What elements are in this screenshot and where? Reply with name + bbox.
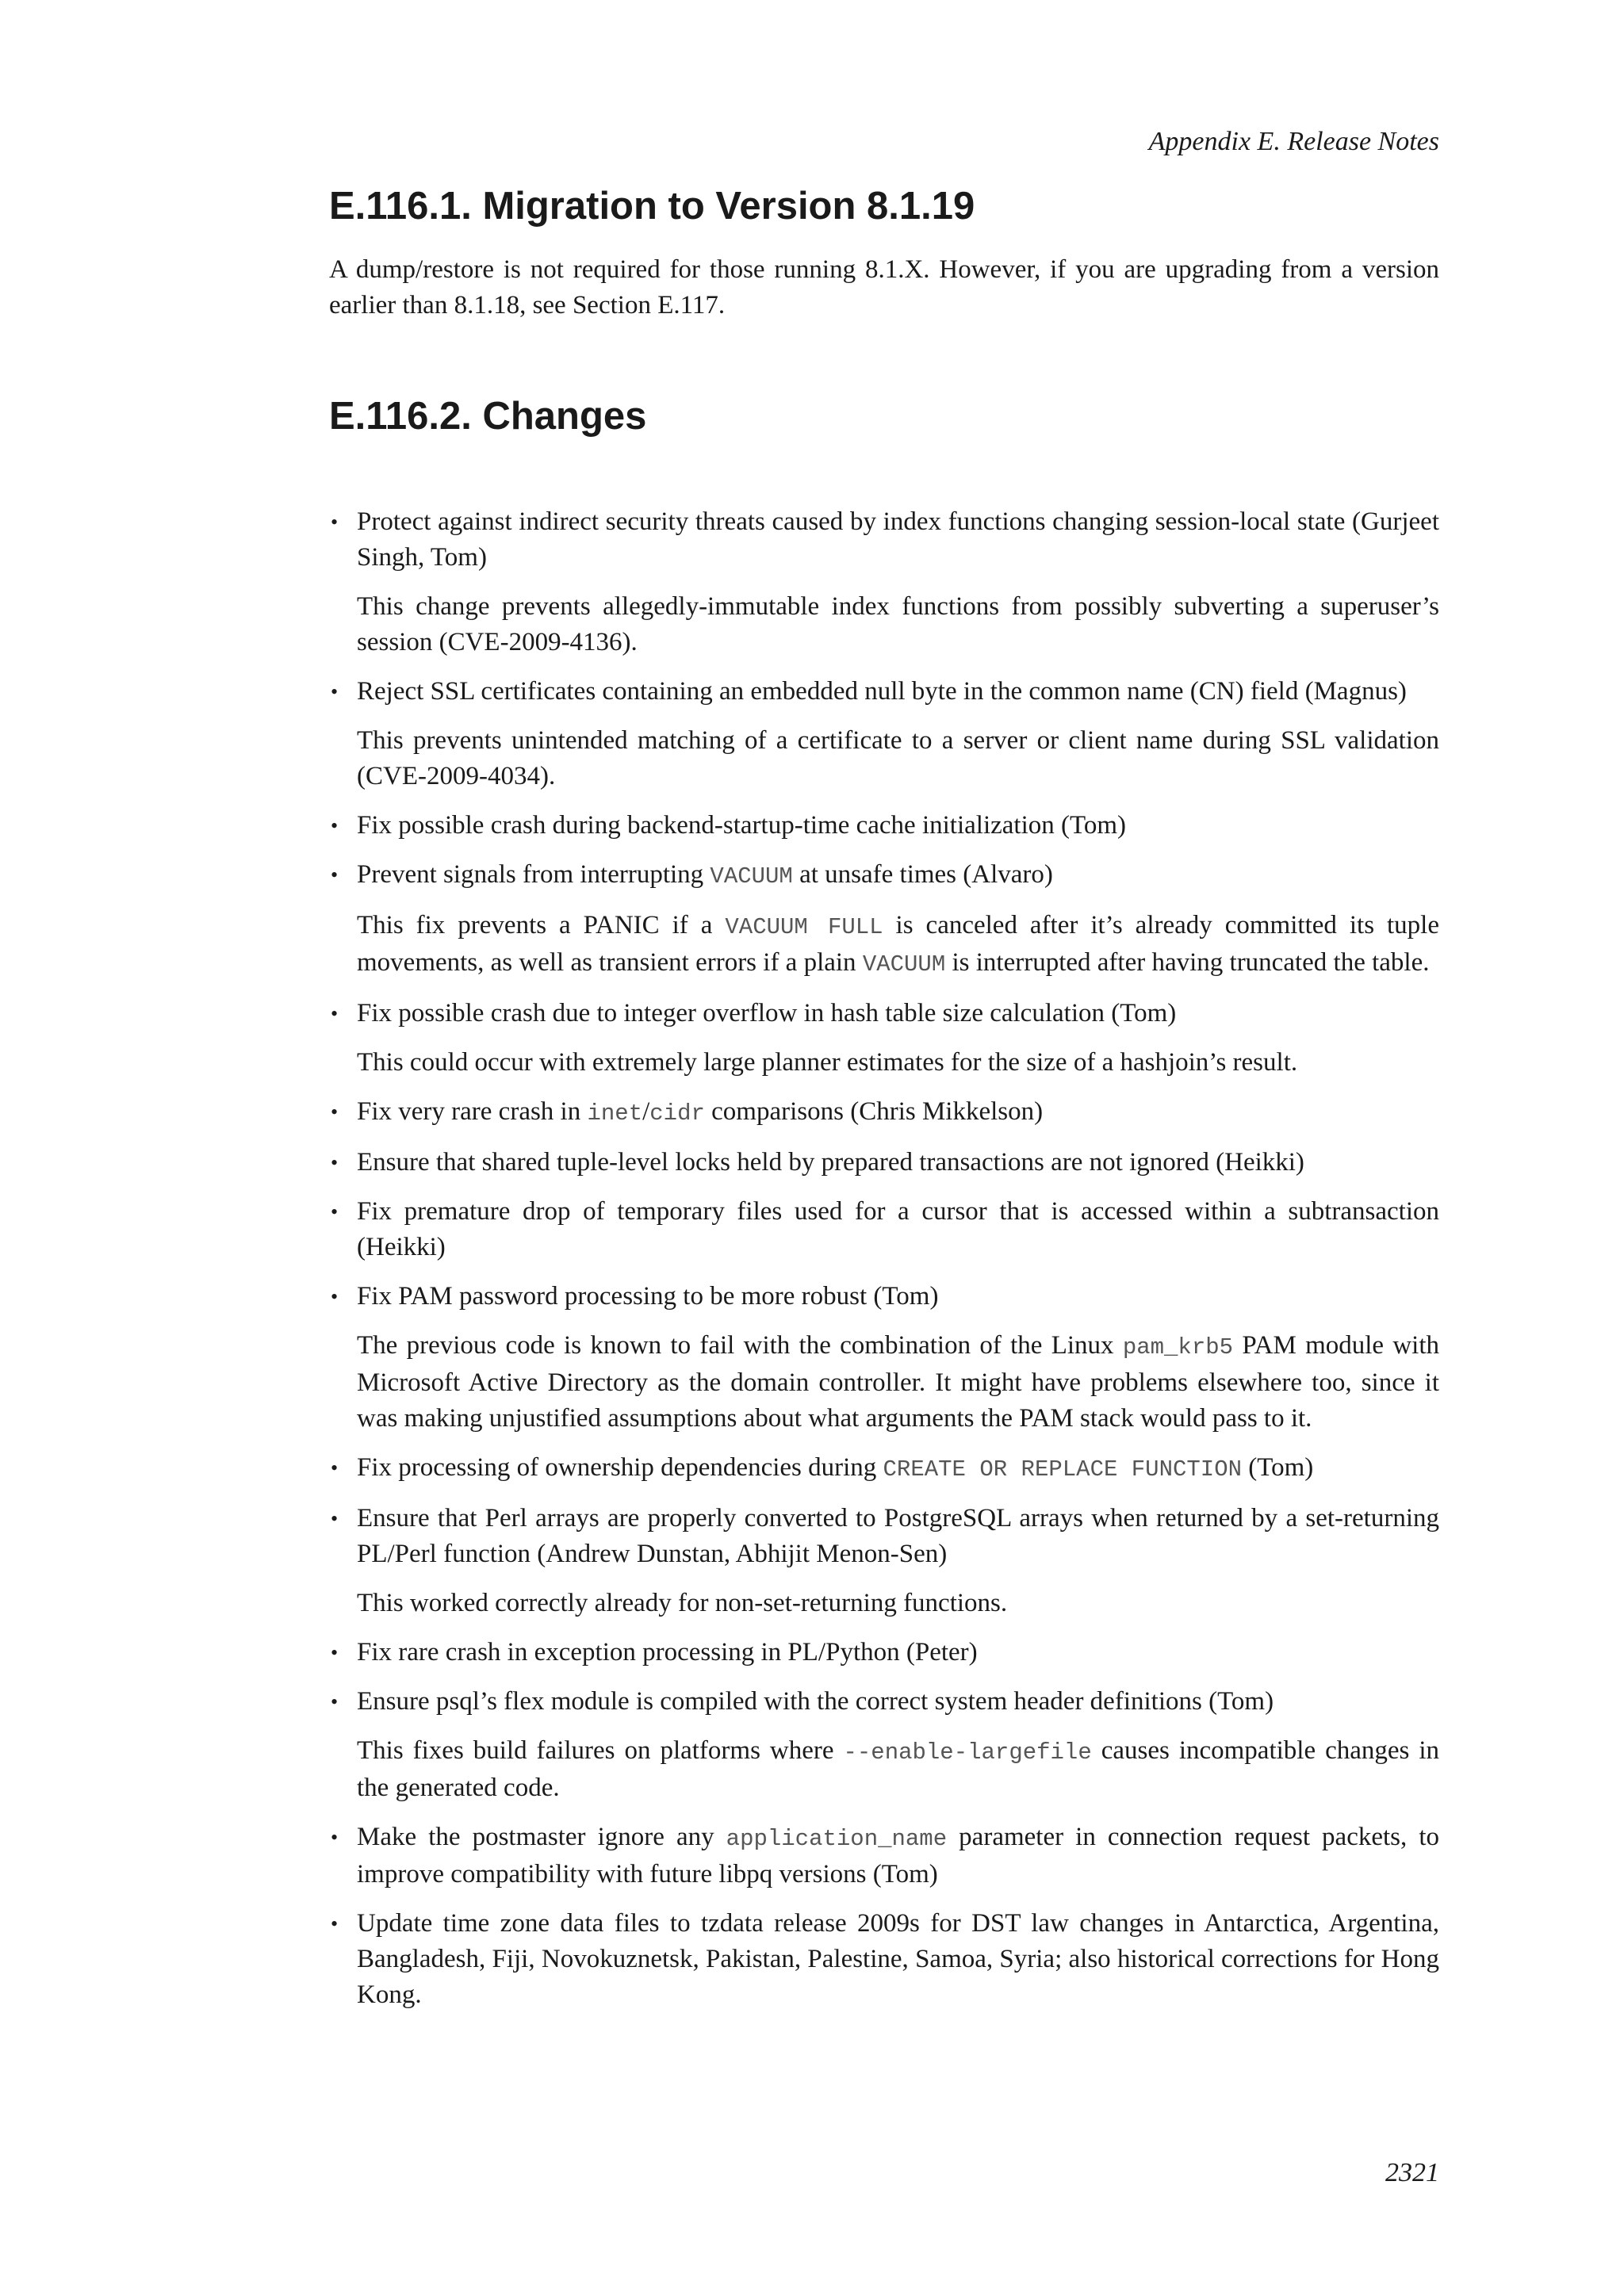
item-summary: • Ensure psql’s flex module is compiled with the correct system header definitions (Tom) [357, 1687, 1274, 1716]
code-literal: application_name [726, 1826, 948, 1852]
list-item [329, 1094, 1439, 1131]
code-literal: pam_krb5 [1122, 1334, 1234, 1360]
item-summary: • Fix possible crash due to integer overflow in hash table size calculation (Tom) [357, 999, 1177, 1027]
item-summary: • Protect against indirect security threats caused by index functions changing session-local state (Gurjeet Singh, Tom) [357, 507, 1439, 572]
changes-list [329, 504, 1439, 2026]
item-summary: • Fix very rare crash in inet/cidr comparisons (Chris Mikkelson) [357, 1097, 1044, 1127]
item-summary: • Update time zone data files to tzdata release 2009s for DST law changes in Antarctica, Argentina, Bangladesh, Fiji, Novokuznetsk, Pakistan, Palestine, Samoa, Syria; also historical corrections for Hong Kong. [357, 1909, 1439, 2009]
list-item [329, 1279, 1439, 1437]
item-detail: This could occur with extremely large planner estimates for the size of a hashjoin’s result. [357, 1048, 1298, 1077]
item-detail: This fix prevents a PANIC if a VACUUM FULL is canceled after it’s already committed its tuple movements, as well as transient errors if a plain VACUUM is interrupted after having truncated the table. [357, 911, 1439, 978]
code-literal: --enable-largefile [843, 1739, 1092, 1766]
list-item [329, 857, 1439, 982]
list-item [329, 1635, 1439, 1670]
list-item [329, 1820, 1439, 1892]
running-header: Appendix E. Release Notes [1148, 127, 1439, 156]
item-summary: • Reject SSL certificates containing an embedded null byte in the common name (CN) field (Magnus) [357, 677, 1407, 706]
list-item [329, 1145, 1439, 1181]
item-detail: This worked correctly already for non-set-returning functions. [357, 1589, 1008, 1617]
list-item [329, 1684, 1439, 1806]
migration-paragraph: A dump/restore is not required for those running 8.1.X. However, if you are upgrading from a version earlier than 8.1.18, see Section E.117. [329, 255, 1439, 320]
code-literal: VACUUM [862, 951, 946, 978]
code-literal: VACUUM FULL [725, 914, 883, 940]
code-literal: CREATE OR REPLACE FUNCTION [883, 1456, 1243, 1483]
code-literal: inet [587, 1100, 643, 1127]
item-summary: • Fix PAM password processing to be more robust (Tom) [357, 1282, 939, 1311]
item-detail: The previous code is known to fail with the combination of the Linux pam_krb5 PAM module with Microsoft Active Directory as the domain controller. It might have problems elsewhere too, since it was making unjustified assumptions about what arguments the PAM stack would pass to it. [357, 1331, 1440, 1433]
list-item [329, 674, 1439, 794]
item-summary: • Fix processing of ownership dependencies during CREATE OR REPLACE FUNCTION (Tom) [357, 1453, 1314, 1483]
list-item [329, 1194, 1439, 1265]
item-summary: • Make the postmaster ignore any application_name parameter in connection request packets, to improve compatibility with future libpq versions (Tom) [357, 1823, 1439, 1888]
item-detail: This prevents unintended matching of a certificate to a server or client name during SSL validation (CVE-2009-4034). [357, 726, 1439, 790]
item-summary: • Fix premature drop of temporary files used for a cursor that is accessed within a subtransaction (Heikki) [357, 1197, 1439, 1261]
code-literal: cidr [649, 1100, 705, 1127]
page-number: 2321 [1385, 2158, 1439, 2187]
item-detail: This fixes build failures on platforms where --enable-largefile causes incompatible changes in the generated code. [357, 1736, 1439, 1802]
code-literal: VACUUM [710, 863, 793, 890]
list-item [329, 1906, 1439, 2013]
section-heading-changes: E.116.2. Changes [329, 395, 647, 438]
list-item [329, 1450, 1439, 1487]
item-summary: • Prevent signals from interrupting VACUUM at unsafe times (Alvaro) [357, 860, 1053, 890]
item-summary: • Ensure that shared tuple-level locks held by prepared transactions are not ignored (Heikki) [357, 1148, 1304, 1177]
list-item [329, 996, 1439, 1081]
item-summary: • Ensure that Perl arrays are properly converted to PostgreSQL arrays when returned by a set-returning PL/Perl function (Andrew Dunstan, Abhijit Menon-Sen) [357, 1504, 1439, 1568]
list-item [329, 1501, 1439, 1621]
item-summary: • Fix possible crash during backend-startup-time cache initialization (Tom) [357, 811, 1126, 840]
item-summary: • Fix rare crash in exception processing in PL/Python (Peter) [357, 1638, 978, 1667]
list-item [329, 504, 1439, 660]
section-heading-migration: E.116.1. Migration to Version 8.1.19 [329, 185, 975, 228]
item-detail: This change prevents allegedly-immutable index functions from possibly subverting a superuser’s session (CVE-2009-4136). [357, 592, 1439, 656]
list-item [329, 808, 1439, 844]
